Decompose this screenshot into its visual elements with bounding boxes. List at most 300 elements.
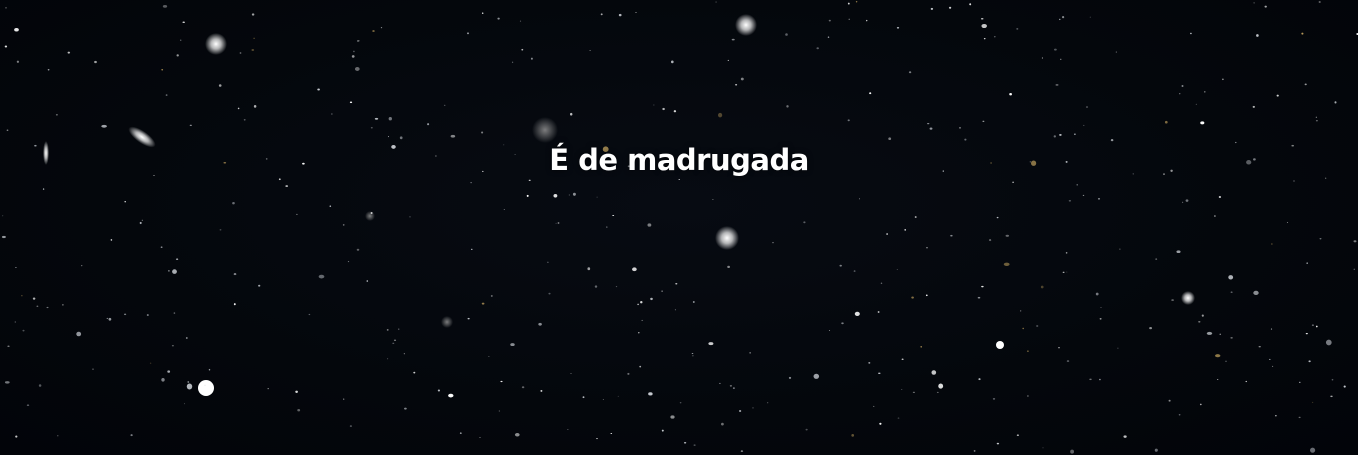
small-star — [470, 182, 471, 183]
small-star — [1253, 291, 1258, 295]
small-star — [1149, 327, 1152, 329]
small-star — [597, 197, 598, 198]
small-star — [661, 291, 662, 292]
small-star — [1171, 299, 1174, 301]
small-star — [1090, 17, 1091, 18]
small-star — [640, 301, 642, 303]
small-star — [142, 220, 143, 221]
small-star — [381, 27, 382, 28]
small-star — [869, 92, 871, 94]
small-star — [254, 105, 257, 108]
small-star — [1272, 366, 1273, 367]
small-star — [527, 195, 529, 197]
small-star — [14, 28, 19, 32]
small-star — [520, 21, 521, 22]
small-star — [981, 18, 984, 20]
small-star — [1334, 101, 1336, 103]
small-star — [1320, 238, 1322, 239]
small-star — [413, 372, 415, 374]
small-star — [166, 95, 168, 96]
small-star — [694, 444, 696, 445]
small-star — [878, 373, 881, 374]
small-star — [2, 215, 3, 216]
small-star — [1116, 52, 1117, 53]
small-star — [901, 389, 902, 390]
small-star — [618, 396, 619, 397]
small-star — [76, 332, 81, 336]
small-star — [829, 20, 831, 22]
small-star — [616, 286, 617, 287]
small-star — [1246, 381, 1247, 382]
small-star — [1202, 314, 1204, 316]
small-star — [854, 270, 856, 271]
small-star — [295, 391, 298, 393]
small-star — [1089, 379, 1092, 380]
small-star — [1219, 196, 1221, 198]
bright-stars — [43, 14, 1195, 396]
small-star — [1022, 328, 1024, 329]
small-star — [897, 27, 899, 29]
small-star — [163, 5, 167, 8]
small-star — [612, 215, 614, 216]
small-star — [786, 105, 788, 107]
small-star — [1056, 84, 1059, 86]
small-star — [603, 399, 604, 400]
small-star — [491, 295, 493, 296]
small-star — [881, 283, 882, 285]
small-star — [556, 223, 557, 224]
small-star — [1179, 93, 1180, 94]
small-star — [1308, 360, 1310, 362]
bright-star — [996, 341, 1004, 349]
small-star — [1316, 120, 1318, 121]
small-star — [674, 110, 676, 112]
small-star — [297, 409, 300, 411]
small-star — [1100, 318, 1102, 319]
small-star — [1186, 199, 1189, 201]
small-star — [587, 267, 590, 270]
small-star — [1083, 125, 1084, 126]
small-star — [886, 233, 888, 235]
small-star — [1083, 195, 1084, 196]
small-star — [398, 329, 399, 330]
small-star — [728, 60, 729, 61]
small-star — [1098, 198, 1100, 199]
small-star — [522, 386, 524, 388]
small-star — [357, 249, 360, 251]
small-star — [101, 125, 107, 128]
small-star — [1016, 28, 1018, 30]
small-star — [931, 370, 936, 375]
small-star — [512, 62, 513, 63]
small-star — [387, 329, 389, 331]
small-star — [1070, 450, 1074, 454]
small-star — [989, 239, 991, 241]
small-star — [1231, 291, 1233, 293]
small-star — [1062, 16, 1064, 18]
small-star — [389, 117, 392, 120]
small-star — [538, 323, 542, 326]
small-star — [1117, 348, 1118, 349]
small-star — [1253, 2, 1254, 3]
small-star — [920, 346, 922, 348]
small-star — [21, 295, 22, 296]
small-star — [285, 185, 288, 186]
small-star — [558, 222, 560, 223]
small-star — [317, 89, 320, 91]
small-star — [1287, 222, 1288, 223]
small-star — [619, 14, 622, 16]
small-star — [1182, 85, 1184, 87]
small-star — [15, 267, 17, 268]
small-star — [375, 118, 378, 120]
small-star — [1319, 1, 1321, 3]
small-star — [981, 286, 984, 287]
small-star — [828, 36, 830, 38]
small-star — [348, 261, 349, 262]
small-star — [109, 318, 112, 321]
small-star — [39, 384, 41, 387]
small-star — [926, 294, 928, 296]
small-star — [1299, 382, 1300, 383]
small-star — [1277, 95, 1279, 97]
small-star — [1354, 240, 1357, 242]
small-star — [950, 235, 952, 237]
small-star — [632, 267, 637, 271]
small-star — [1354, 269, 1356, 270]
small-star — [130, 434, 132, 436]
small-star — [1074, 134, 1076, 135]
small-star — [168, 270, 170, 271]
small-star — [1169, 400, 1171, 402]
small-star — [387, 358, 388, 359]
small-star — [997, 217, 999, 218]
small-star — [1299, 417, 1301, 418]
small-star — [583, 396, 585, 398]
small-star — [1027, 351, 1029, 352]
small-star — [471, 249, 472, 250]
small-star — [662, 430, 664, 432]
small-star — [1190, 33, 1192, 34]
small-star — [712, 199, 713, 200]
small-star — [36, 306, 38, 307]
small-star — [184, 403, 185, 404]
small-star — [930, 127, 933, 129]
bright-star — [715, 226, 739, 250]
small-star — [167, 370, 170, 372]
small-star — [949, 7, 951, 9]
small-star — [1066, 272, 1067, 273]
small-star — [5, 7, 7, 8]
small-star — [172, 345, 174, 346]
small-star — [708, 342, 713, 345]
small-star — [727, 266, 730, 268]
small-star — [981, 24, 987, 28]
small-star — [48, 69, 50, 70]
small-star — [1225, 361, 1226, 362]
small-star — [68, 52, 70, 54]
small-star — [606, 226, 607, 228]
small-star — [467, 32, 469, 34]
small-star — [675, 283, 677, 284]
small-star — [913, 392, 915, 393]
small-star — [719, 383, 721, 384]
small-star — [62, 304, 63, 305]
small-star — [1066, 252, 1068, 253]
small-star — [404, 353, 405, 354]
small-star — [267, 388, 269, 389]
small-star — [879, 423, 881, 425]
small-star — [569, 195, 570, 196]
small-star — [648, 392, 652, 395]
small-star — [1176, 250, 1180, 253]
small-star — [733, 387, 735, 388]
small-star — [635, 12, 636, 13]
small-star — [296, 214, 298, 215]
small-star — [220, 229, 222, 230]
small-star — [848, 119, 850, 121]
small-star — [479, 437, 480, 438]
small-star — [1305, 84, 1307, 86]
small-star — [926, 247, 927, 248]
small-star — [1179, 414, 1181, 415]
small-star — [1041, 286, 1044, 289]
small-star — [637, 304, 639, 306]
small-star — [388, 136, 389, 137]
small-star — [182, 21, 185, 23]
small-star — [107, 318, 108, 319]
small-star — [111, 239, 113, 241]
small-star — [161, 69, 163, 70]
small-star — [204, 385, 206, 386]
small-star — [1100, 307, 1101, 308]
small-star — [438, 389, 440, 391]
small-star — [739, 410, 741, 412]
small-star — [372, 30, 375, 32]
small-star — [371, 127, 373, 128]
small-star — [938, 384, 943, 389]
small-star — [859, 199, 860, 200]
small-star — [343, 224, 345, 225]
small-star — [7, 346, 9, 347]
small-star — [767, 402, 768, 403]
small-star — [978, 378, 980, 380]
small-star — [147, 314, 149, 316]
small-star — [868, 362, 870, 364]
small-star — [124, 201, 125, 202]
small-star — [1332, 379, 1334, 381]
small-star — [785, 33, 788, 36]
small-star — [482, 12, 483, 14]
small-star — [596, 438, 597, 439]
small-star — [816, 47, 818, 49]
small-star — [5, 381, 10, 383]
small-star — [187, 384, 192, 390]
small-star — [573, 193, 576, 196]
small-star — [1207, 332, 1212, 335]
small-star — [1054, 49, 1057, 51]
haze-star — [441, 316, 453, 328]
small-star — [959, 127, 961, 128]
small-star — [814, 374, 820, 379]
small-star — [1196, 104, 1197, 105]
small-star — [258, 285, 260, 287]
small-star — [653, 105, 654, 106]
small-star — [898, 418, 900, 419]
small-star — [186, 337, 188, 338]
small-star — [610, 433, 612, 434]
small-star — [1344, 386, 1346, 388]
small-star — [150, 363, 151, 364]
haze-star — [365, 211, 375, 221]
small-star — [172, 269, 177, 274]
small-star — [829, 330, 830, 331]
bright-star — [1181, 291, 1195, 305]
small-star — [1220, 334, 1221, 335]
small-star — [1271, 329, 1272, 330]
small-star — [931, 8, 933, 10]
small-star — [56, 114, 58, 116]
small-star — [1316, 117, 1317, 118]
small-star — [27, 404, 29, 406]
small-star — [675, 309, 676, 310]
small-star — [670, 415, 674, 418]
bright-star — [205, 33, 227, 55]
small-star — [1004, 263, 1010, 266]
small-star — [993, 398, 995, 399]
small-star — [1256, 34, 1259, 37]
small-star — [234, 303, 236, 305]
small-star — [94, 61, 97, 63]
small-star — [1214, 215, 1216, 217]
small-star — [17, 61, 19, 63]
small-star — [732, 39, 735, 41]
small-star — [468, 318, 470, 320]
small-star — [750, 352, 751, 353]
small-star — [974, 450, 976, 452]
small-star — [650, 298, 653, 300]
small-star — [1265, 6, 1267, 8]
small-star — [1009, 93, 1012, 95]
small-star — [1165, 121, 1168, 124]
small-star — [448, 394, 453, 398]
small-star — [1301, 33, 1303, 35]
small-star — [856, 1, 857, 2]
small-star — [531, 58, 533, 60]
small-star — [1204, 91, 1205, 92]
small-star — [547, 262, 548, 263]
small-star — [161, 247, 163, 248]
small-star — [855, 312, 860, 316]
small-star — [1096, 293, 1099, 296]
small-star — [803, 221, 805, 223]
small-star — [352, 55, 355, 58]
small-star — [662, 108, 665, 110]
small-star — [5, 45, 7, 47]
small-star — [350, 426, 352, 427]
small-star — [244, 119, 246, 121]
small-star — [253, 38, 254, 39]
small-star — [937, 392, 939, 393]
small-star — [2, 236, 6, 238]
small-star — [897, 269, 898, 270]
small-star — [866, 20, 867, 21]
small-star — [1326, 340, 1332, 346]
small-star — [140, 222, 142, 224]
small-star — [331, 113, 332, 114]
small-star — [693, 301, 695, 303]
small-star — [806, 429, 808, 431]
small-star — [81, 265, 82, 266]
small-star — [427, 123, 429, 125]
small-star — [1067, 360, 1070, 361]
small-star — [680, 402, 682, 403]
small-star — [715, 2, 717, 3]
bright-star — [735, 14, 757, 36]
small-star — [371, 212, 373, 214]
small-star — [357, 40, 360, 42]
small-star — [839, 265, 841, 267]
small-star — [627, 373, 629, 375]
small-star — [1027, 395, 1029, 396]
page-title: É de madrugada — [549, 143, 809, 177]
small-star — [1182, 202, 1183, 203]
small-star — [251, 49, 254, 51]
small-star — [1330, 396, 1332, 397]
small-star — [851, 434, 854, 437]
small-star — [161, 378, 164, 382]
small-star — [1269, 359, 1271, 360]
small-star — [873, 406, 874, 407]
small-star — [848, 3, 850, 5]
small-star — [1017, 434, 1019, 436]
small-star — [180, 40, 181, 41]
small-star — [46, 307, 48, 308]
small-star — [735, 84, 737, 86]
small-star — [460, 432, 462, 434]
small-star — [15, 322, 16, 323]
small-star — [994, 36, 996, 37]
small-star — [232, 202, 235, 204]
small-star — [1217, 379, 1218, 380]
small-star — [1155, 258, 1157, 260]
small-star — [984, 38, 986, 39]
small-star — [1222, 78, 1224, 80]
small-star — [571, 373, 572, 374]
small-star — [190, 125, 192, 126]
small-star — [589, 50, 590, 51]
small-star — [772, 242, 773, 243]
small-star — [570, 113, 572, 116]
small-star — [392, 343, 394, 344]
small-star — [209, 369, 210, 371]
small-star — [1230, 337, 1232, 338]
small-star — [721, 423, 724, 426]
small-star — [510, 343, 514, 346]
small-star — [1036, 325, 1038, 326]
small-star — [692, 356, 693, 357]
small-star — [982, 121, 984, 122]
small-star — [500, 381, 502, 382]
small-star — [252, 13, 255, 15]
small-star — [1198, 321, 1200, 323]
small-star — [488, 356, 489, 357]
small-star — [43, 188, 44, 189]
small-star — [741, 450, 743, 452]
small-star — [1099, 379, 1101, 381]
small-star — [909, 71, 911, 73]
small-star — [752, 407, 753, 408]
